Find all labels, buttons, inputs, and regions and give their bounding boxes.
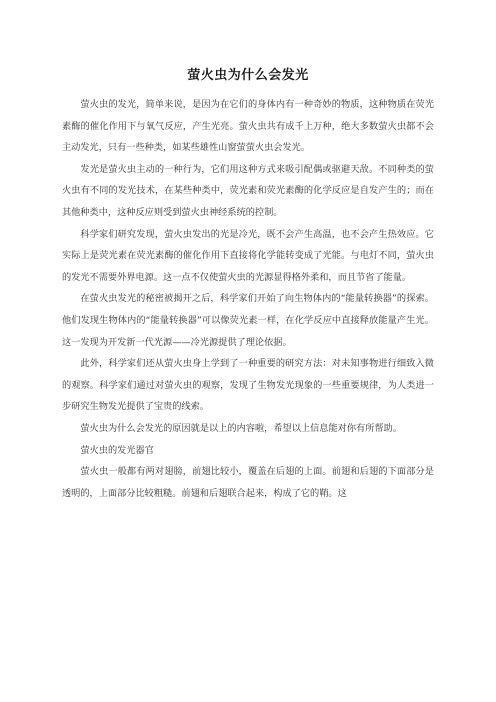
paragraph-7: 萤火虫一般都有两对翅膀，前翅比较小，覆盖在后翅的上面。前翅和后翅的下面部分是透明的，上面部分比较粗糙。前翅和后翅联合起来，构成了它的鞘。这	[62, 466, 434, 499]
document-title: 萤火虫为什么会发光	[187, 68, 309, 83]
paragraph-2: 发光是萤火虫主动的一种行为，它们用这种方式来吸引配偶或驱避天敌。不同种类的萤火虫有不同的发光技术，在某些种类中，荧光素和荧光素酶的化学反应是自发产生的；而在其他种类中，这种反应则受到萤火虫神经系统的控制。	[62, 163, 434, 218]
paragraph-4: 在萤火虫发光的秘密被揭开之后，科学家们开始了向生物体内的“能量转换器”的探索。他们发现生物体内的“能量转换器”可以像荧光素一样，在化学反应中直接释放能量产生光。这一发现为开发新一代光源——冷光源提供了理论依据。	[62, 293, 434, 348]
document-body	[62, 94, 434, 504]
paragraph-5: 此外，科学家们还从萤火虫身上学到了一种重要的研究方法：对未知事物进行细致入微的观察。科学家们通过对萤火虫的观察，发现了生物发光现象的一些重要规律，为人类进一步研究生物发光提供了宝贵的线索。	[62, 358, 434, 413]
paragraph-3: 科学家们研究发现，萤火虫发出的光是冷光，既不会产生高温，也不会产生热效应。它实际上是荧光素在荧光素酶的催化作用下直接将化学能转变成了光能。与电灯不同，萤火虫的发光不需要外界电源。这一点不仅使萤火虫的光源显得格外柔和，而且节省了能量。	[62, 228, 434, 283]
section-heading: 萤火虫的发光器官	[80, 444, 154, 456]
paragraph-6: 萤火虫为什么会发光的原因就是以上的内容啦，希望以上信息能对你有所帮助。	[80, 422, 402, 434]
paragraph-1: 萤火虫的发光，简单来说，是因为在它们的身体内有一种奇妙的物质，这种物质在荧光素酶的催化作用下与氧气反应，产生光亮。萤火虫共有成千上万种，绝大多数萤火虫都不会主动发光，只有一些种类，如某些雄性山窗萤萤火虫会发光。	[62, 99, 434, 154]
